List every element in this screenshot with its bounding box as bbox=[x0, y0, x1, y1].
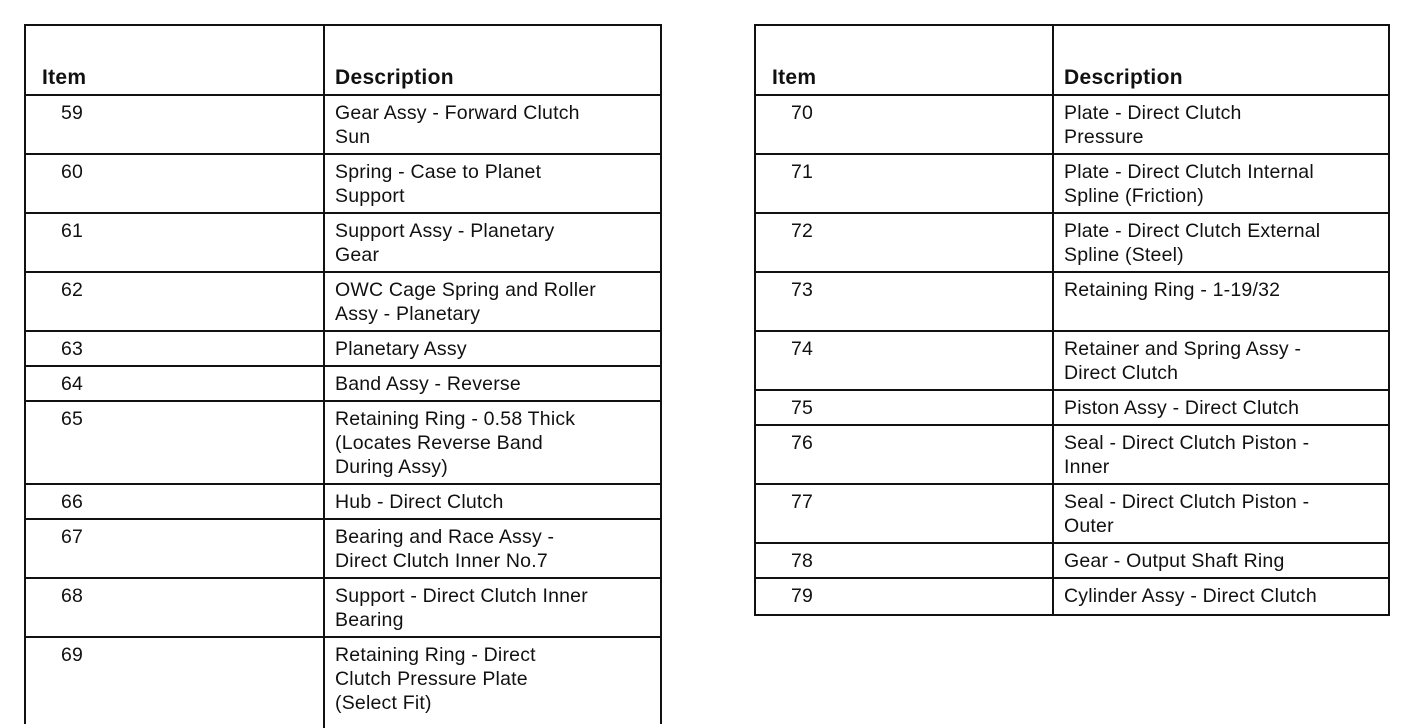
item-description bbox=[325, 332, 660, 365]
description-line: Seal - Direct Clutch Piston - bbox=[1064, 491, 1310, 513]
description-line: Gear Assy - Forward Clutch bbox=[335, 102, 580, 124]
description-line: Spline (Steel) bbox=[1064, 244, 1184, 266]
description-line: Cylinder Assy - Direct Clutch bbox=[1064, 585, 1317, 607]
item-description bbox=[1054, 273, 1388, 330]
table-row bbox=[26, 332, 660, 367]
table-row bbox=[756, 485, 1388, 544]
description-line: Direct Clutch Inner No.7 bbox=[335, 550, 548, 572]
parts-table-right bbox=[754, 24, 1390, 616]
item-description bbox=[1054, 391, 1388, 424]
table-row bbox=[26, 638, 660, 728]
description-line: Retaining Ring - 1-19/32 bbox=[1064, 279, 1281, 301]
item-description bbox=[325, 638, 660, 728]
table-row bbox=[26, 485, 660, 520]
description-line: During Assy) bbox=[335, 456, 448, 478]
item-number: 70 bbox=[756, 96, 1054, 153]
table-row bbox=[756, 214, 1388, 273]
item-number: 76 bbox=[756, 426, 1054, 483]
description-line: Gear bbox=[335, 244, 380, 266]
table-row bbox=[756, 96, 1388, 155]
description-line: Retaining Ring - 0.58 Thick bbox=[335, 408, 576, 430]
description-line: Pressure bbox=[1064, 126, 1144, 148]
item-column-header: Item bbox=[26, 26, 325, 94]
description-line: Support Assy - Planetary bbox=[335, 220, 555, 242]
item-number: 74 bbox=[756, 332, 1054, 389]
item-number: 75 bbox=[756, 391, 1054, 424]
table-row bbox=[756, 426, 1388, 485]
description-line: Gear - Output Shaft Ring bbox=[1064, 550, 1285, 572]
item-description bbox=[325, 485, 660, 518]
table-row bbox=[26, 214, 660, 273]
item-description bbox=[1054, 426, 1388, 483]
description-line: Outer bbox=[1064, 515, 1114, 537]
description-line: Support - Direct Clutch Inner bbox=[335, 585, 588, 607]
item-number: 60 bbox=[26, 155, 325, 212]
item-description bbox=[1054, 579, 1388, 614]
table-row bbox=[756, 155, 1388, 214]
table-row bbox=[26, 579, 660, 638]
description-line: Assy - Planetary bbox=[335, 303, 481, 325]
table-row bbox=[26, 96, 660, 155]
description-line: OWC Cage Spring and Roller bbox=[335, 279, 596, 301]
item-number: 63 bbox=[26, 332, 325, 365]
description-column-header: Description bbox=[335, 66, 454, 89]
item-description bbox=[1054, 485, 1388, 542]
item-description bbox=[325, 214, 660, 271]
item-number: 66 bbox=[26, 485, 325, 518]
description-line: Band Assy - Reverse bbox=[335, 373, 521, 395]
item-number: 79 bbox=[756, 579, 1054, 614]
item-number: 68 bbox=[26, 579, 325, 636]
table-row bbox=[26, 402, 660, 485]
item-description bbox=[325, 402, 660, 483]
table-row bbox=[26, 520, 660, 579]
description-line: Plate - Direct Clutch External bbox=[1064, 220, 1321, 242]
description-line: Inner bbox=[1064, 456, 1110, 478]
item-number: 78 bbox=[756, 544, 1054, 577]
description-line: Hub - Direct Clutch bbox=[335, 491, 504, 513]
table-row bbox=[26, 155, 660, 214]
description-line: Piston Assy - Direct Clutch bbox=[1064, 397, 1300, 419]
description-line: Sun bbox=[335, 126, 371, 148]
table-row bbox=[26, 367, 660, 402]
description-line: Plate - Direct Clutch Internal bbox=[1064, 161, 1314, 183]
item-description bbox=[1054, 214, 1388, 271]
item-number: 67 bbox=[26, 520, 325, 577]
item-number: 59 bbox=[26, 96, 325, 153]
item-description bbox=[1054, 96, 1388, 153]
table-row bbox=[756, 391, 1388, 426]
item-description bbox=[1054, 155, 1388, 212]
item-description bbox=[325, 155, 660, 212]
item-number: 72 bbox=[756, 214, 1054, 271]
description-line: Clutch Pressure Plate bbox=[335, 668, 528, 690]
description-line: Retainer and Spring Assy - bbox=[1064, 338, 1302, 360]
item-number: 62 bbox=[26, 273, 325, 330]
description-line: Plate - Direct Clutch bbox=[1064, 102, 1242, 124]
table-row bbox=[756, 332, 1388, 391]
description-line: Bearing bbox=[335, 609, 404, 631]
table-header bbox=[26, 26, 660, 96]
item-number: 77 bbox=[756, 485, 1054, 542]
description-line: Seal - Direct Clutch Piston - bbox=[1064, 432, 1310, 454]
item-column-header: Item bbox=[756, 26, 1054, 94]
item-number: 69 bbox=[26, 638, 325, 728]
item-number: 73 bbox=[756, 273, 1054, 330]
table-row bbox=[26, 273, 660, 332]
table-header bbox=[756, 26, 1388, 96]
parts-table-left bbox=[24, 24, 662, 724]
description-line: Direct Clutch bbox=[1064, 362, 1179, 384]
item-description bbox=[325, 520, 660, 577]
item-description bbox=[1054, 544, 1388, 577]
description-line: Spring - Case to Planet bbox=[335, 161, 542, 183]
item-number: 71 bbox=[756, 155, 1054, 212]
item-description bbox=[325, 96, 660, 153]
item-description bbox=[1054, 332, 1388, 389]
item-description bbox=[325, 579, 660, 636]
description-line: Spline (Friction) bbox=[1064, 185, 1204, 207]
item-number: 65 bbox=[26, 402, 325, 483]
item-description bbox=[325, 273, 660, 330]
table-row bbox=[756, 273, 1388, 332]
item-description bbox=[325, 367, 660, 400]
description-line: Retaining Ring - Direct bbox=[335, 644, 536, 666]
description-line: (Select Fit) bbox=[335, 692, 432, 714]
table-row bbox=[756, 579, 1388, 614]
description-line: Bearing and Race Assy - bbox=[335, 526, 555, 548]
description-column-header: Description bbox=[1064, 66, 1183, 89]
item-number: 64 bbox=[26, 367, 325, 400]
description-line: (Locates Reverse Band bbox=[335, 432, 543, 454]
description-line: Planetary Assy bbox=[335, 338, 467, 360]
item-number: 61 bbox=[26, 214, 325, 271]
table-row bbox=[756, 544, 1388, 579]
description-line: Support bbox=[335, 185, 405, 207]
